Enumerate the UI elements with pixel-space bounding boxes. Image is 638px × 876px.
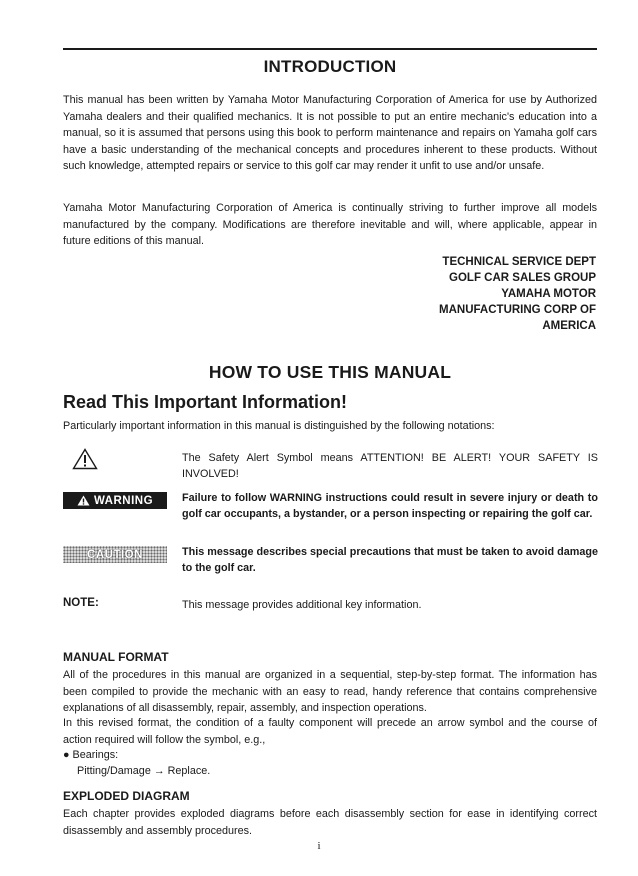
caution-text: This message describes special precautions that must be taken to avoid damage to the golf car. xyxy=(182,546,598,574)
bullet-item xyxy=(63,747,118,763)
warning-triangle-icon xyxy=(77,495,90,506)
manual-format-paragraph-1: All of the procedures in this manual are organized in a sequential, step-by-step format. The information has been compiled to provide the mechanic with an easy to read, handy reference that contains comprehensive explanations of all disassembly, repair, assembly, and inspection operations. xyxy=(63,669,597,714)
top-rule xyxy=(63,48,597,50)
manual-format-paragraph-2: In this revised format, the condition of a faulty component will precede an arrow symbol and the course of action required will follow the symbol, e.g., xyxy=(63,717,597,746)
intro-paragraph-1: This manual has been written by Yamaha Motor Manufacturing Corporation of America for use by Authorized Yamaha dealers and their qualified mechanics. It is not possible to put an entire mechanic's education into a manual, so it is assumed that persons using this book to perform maintenance and repairs on Yamaha golf cars have a basic understanding of the mechanical concepts and procedures inherent to these products. Without such knowledge, attempted repairs or service to this golf car may render it unfit to use and/or unsafe. xyxy=(63,94,597,172)
safety-alert-icon xyxy=(72,448,98,470)
introduction-title: INTRODUCTION xyxy=(263,57,397,76)
page-number: i xyxy=(317,840,321,852)
warning-text: Failure to follow WARNING instructions could result in severe injury or death to golf car occupants, a bystander, or a person inspecting or repairing the golf car. xyxy=(182,492,598,520)
warning-label: WARNING xyxy=(93,494,154,507)
signature-line: GOLF CAR SALES GROUP xyxy=(449,272,596,284)
manual-format-heading: MANUAL FORMAT xyxy=(63,650,169,664)
note-text: This message provides additional key information. xyxy=(182,599,422,611)
example-line: Pitting/Damage → Replace. xyxy=(77,765,211,777)
signature-block xyxy=(336,254,596,334)
read-heading: Read This Important Information! xyxy=(63,392,348,412)
warning-badge xyxy=(63,492,167,509)
signature-line: YAMAHA MOTOR xyxy=(501,288,596,300)
intro-paragraph-2: Yamaha Motor Manufacturing Corporation of America is continually striving to further improve all models manufactured by the company. Modifications are therefore inevitable and will, where applicable, appear in future editions of this manual. xyxy=(63,202,597,247)
bullet-dot-icon: ● xyxy=(63,749,73,761)
caution-badge xyxy=(63,546,167,563)
exploded-diagram-paragraph: Each chapter provides exploded diagrams before each disassembly section for ease in identifying correct disassembly and assembly procedures. xyxy=(63,808,597,837)
read-intro: Particularly important information in this manual is distinguished by the following notations: xyxy=(63,420,495,432)
signature-line: MANUFACTURING CORP OF xyxy=(439,304,596,316)
note-label: NOTE: xyxy=(63,597,99,609)
caution-label: CAUTION xyxy=(87,548,143,561)
bullet-text: Bearings: xyxy=(72,749,119,761)
signature-line: AMERICA xyxy=(542,320,596,332)
exploded-diagram-heading: EXPLODED DIAGRAM xyxy=(63,789,190,803)
signature-line: TECHNICAL SERVICE DEPT xyxy=(442,256,596,268)
how-to-use-title: HOW TO USE THIS MANUAL xyxy=(208,362,452,382)
safety-alert-text: The Safety Alert Symbol means ATTENTION! BE ALERT! YOUR SAFETY IS INVOLVED! xyxy=(182,452,598,480)
